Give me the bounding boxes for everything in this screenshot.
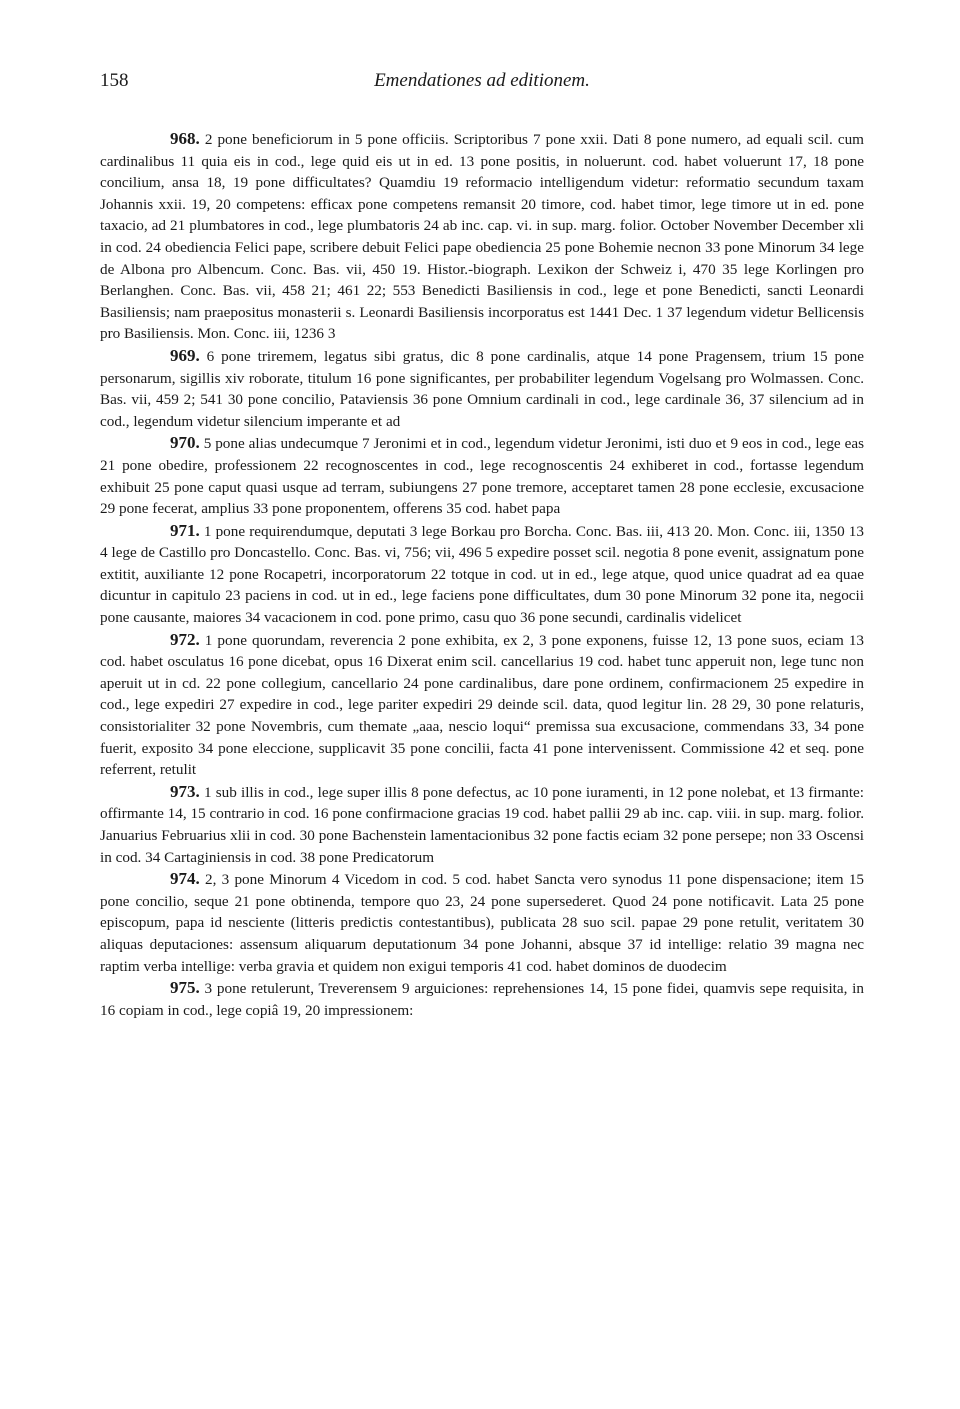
entry-number: 974. xyxy=(170,869,200,889)
page xyxy=(100,70,864,1021)
entry-text: 3 pone retulerunt, Treverensem 9 arguiciones: reprehensiones 14, 15 pone fidei, quamvis sepe requisita, in 16 copiam in cod., lege copiâ 19, 20 impressionem: xyxy=(100,980,864,1019)
entry-972 xyxy=(100,629,864,781)
entry-number: 968. xyxy=(170,129,200,148)
entry-968 xyxy=(100,128,864,345)
entry-974 xyxy=(100,868,864,977)
entry-971 xyxy=(100,520,864,629)
entry-number: 971. xyxy=(170,520,200,540)
entry-text: 1 pone requirendumque, deputati 3 lege Borkau pro Borcha. Conc. Bas. iii, 413 20. Mon. Conc. iii, 1350 13 4 lege de Castillo pro Doncastello. Conc. Bas. vi, 756; vii, 496 5 expedire posset scil. negotia 8 pone evenit, assignatum pone extitit, auxiliante 12 pone Rocapetri, incorporatorum 22 totque in cod. ut in ed., lege atque, quod unice quadrat ad ea quae dicuntur in capitulo 23 paciens in cod. ut in ed., lege faciens pone difficultates, dum 30 pone Minorum 32 pone ita, negocii pone causante, maiores 34 vacacionem in cod. pone primo, casu quo 36 pone secundi, cardinalis videlicet xyxy=(100,522,864,627)
entry-text: 1 sub illis in cod., lege super illis 8 pone defectus, ac 10 pone iuramenti, in 12 pone nolebat, et 13 firmante: offirmante 14, 15 contrario in cod. 16 pone confirmacione gracias 19 cod. habet pallii 29 ab inc. cap. viii. in sup. marg. folior. Januarius Februarius xlii in cod. 30 pone Bachenstein lamentacionibus 32 pone factis eciam 32 pone persepe; non 33 Oscensi in cod. 34 Cartaginiensis in cod. 38 pone Predicatorum xyxy=(100,783,865,866)
entry-975 xyxy=(100,977,864,1021)
entry-text: 1 pone quorundam, reverencia 2 pone exhibita, ex 2, 3 pone exponens, fuisse 12, 13 pone suos, eciam 13 cod. habet osculatus 16 pone dicebat, opus 16 Dixerat enim scil. cancellarius 19 cod. habet tunc apperuit non, lege tunc non aperuit ut in cd. 22 pone collegium, cancellario 24 pone cardinalibus, dare pone ordinem, confirmacionem 25 expedire in cod., lege expediri 27 expedire in cod., lege pariter expediri 29 deinde scil. data, quod legitur lin. 28 29, 30 pone relaturis, consistorialiter 32 pone Novembris, cum themate „aaa, nescio loqui“ premissa sua excusacione, commendans 33, 34 pone fuerit, exposito 34 pone eleccione, supplicavit 35 pone concilii, facta 41 pone intervenissent. Commissione 42 et seq. pone referrent, retulit xyxy=(100,631,865,779)
entry-969 xyxy=(100,345,864,432)
entry-number: 973. xyxy=(170,781,200,801)
entry-number: 975. xyxy=(170,978,200,998)
entry-text: 2 pone beneficiorum in 5 pone officiis. Scriptoribus 7 pone xxii. Dati 8 pone numero, ad equali scil. cum cardinalibus 11 quia eis in cod., lege quid eis ut in ed. 13 pone positis, in noluerunt. cod. habet voluerunt 17, 18 pone concilium, ansa 18, 19 pone difficultates? Quamdiu 19 reformacio intelligendum videtur: reformatio secundum taxam Johannis xxii. 19, 20 competens: efficax pone competens remansit 20 timore, cod. habet timor, lege timore ut in ed. pone taxacio, ad 21 plumbatores in cod., lege plumbatoris 24 ab inc. cap. vi. in sup. marg. folior. October November December xli in cod. 24 obediencia Felici pape, scribere debuit Felici pape obediencia 25 pone Bohemie necnon 33 pone Minorum 34 lege de Albona pro Albencum. Conc. Bas. vii, 450 19. Histor.-biograph. Lexikon der Schweiz i, 470 35 lege Korlingen pro Berlanghen. Conc. Bas. vii, 458 21; 461 22; 553 Benedicti Basiliensis in cod., lege et pone Benedicti, sancti Leonardi Basiliensis; nam praepositus monasterii s. Leonardi Basiliensis incorporatus est 1441 Dec. 1 37 legendum videtur Bellicensis pro Basiliensis. Mon. Conc. iii, 1236 3 xyxy=(100,131,865,343)
page-header xyxy=(100,70,864,110)
entry-text: 2, 3 pone Minorum 4 Vicedom in cod. 5 cod. habet Sancta vero synodus 11 pone dispensacione; item 15 pone concilio, seque 21 pone obtinenda, tempore quo 23, 24 pone supersederet. Quod 24 pone notificavit. Lata 25 pone episcopum, papa id nesciente (litteris predictis contestantibus), publicata 28 suo scil. papae 29 pone retulit, veritatem 30 aliquas deputaciones: assensum aliquarum deputationum 34 pone Johanni, absque 37 id intellige: relatio 39 magna nec raptim verba intellige: verba gravia et quidem non exigui temporis 41 cod. habet dominos de duodecim xyxy=(100,871,865,975)
entry-text: 5 pone alias undecumque 7 Jeronimi et in cod., legendum videtur Jeronimi, isti duo et 9 eos in cod., lege eas 21 pone obedire, professionem 22 recognoscentes in cod., lege recognoscentis 24 exhiberet in cod., fortasse legendum exhibuit 25 pone caput quasi usque ad terram, subiungens 27 pone tremore, acceptaret tamen 28 pone ecclesie, excusacione 29 pone fecerat, amplius 33 pone proponentem, offerens 35 cod. habet papa xyxy=(100,435,864,518)
entry-973 xyxy=(100,781,864,868)
entry-number: 969. xyxy=(170,345,200,365)
entry-number: 970. xyxy=(170,433,200,453)
running-head: Emendationes ad editionem. xyxy=(374,70,590,91)
entry-970 xyxy=(100,432,864,519)
page-number: 158 xyxy=(100,70,129,91)
entry-text: 6 pone triremem, legatus sibi gratus, dic 8 pone cardinalis, atque 14 pone Pragensem, trium 15 pone personarum, sigillis xiv roborate, titulum 16 pone significantes, per probabiliter legendum Vogelsang pro Wolmassen. Conc. Bas. vii, 459 2; 541 30 pone concilio, Pataviensis 36 pone Omnium cardinali in cod., lege cardinale 36, 37 silencium ad in cod., legendum videtur silencium imperante et ad xyxy=(100,347,864,430)
entry-number: 972. xyxy=(170,629,200,649)
